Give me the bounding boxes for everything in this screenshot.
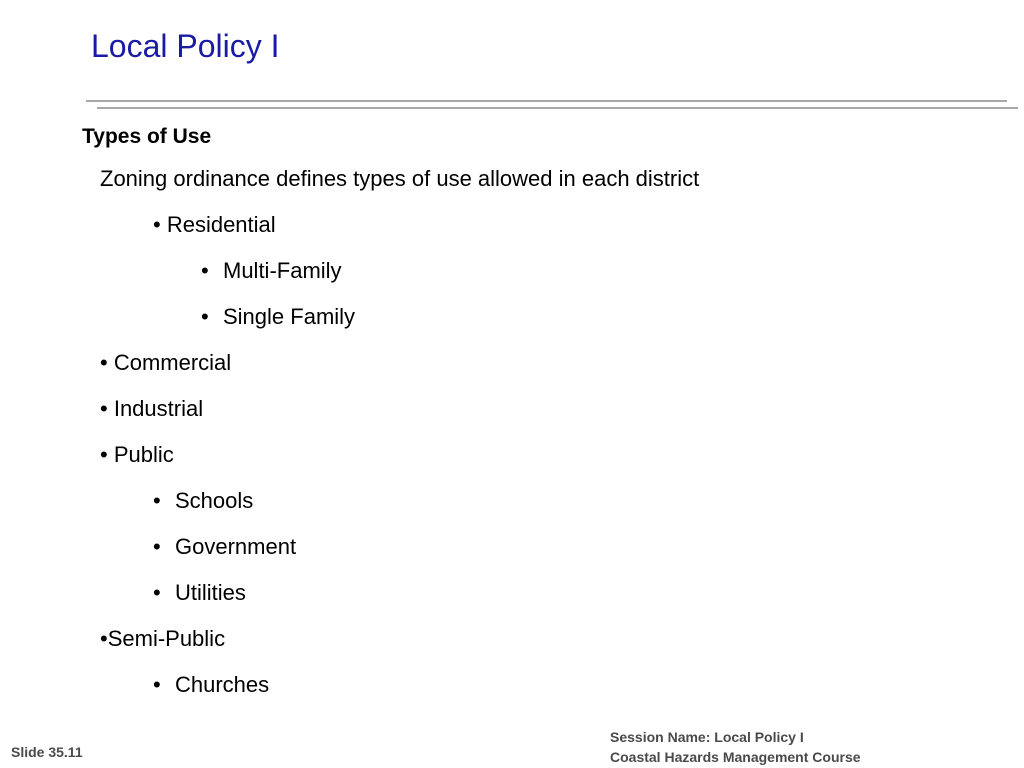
bullet-semi-public — [100, 625, 225, 653]
session-name: Session Name: Local Policy I — [610, 729, 804, 745]
title-divider-line-offset — [97, 107, 1018, 109]
bullet-government — [153, 533, 296, 561]
bullet-glyph: • — [153, 488, 161, 513]
bullet-label: Utilities — [175, 580, 246, 605]
bullet-glyph: • — [153, 534, 161, 559]
bullet-label: Industrial — [113, 396, 204, 421]
bullet-glyph: • — [153, 212, 161, 237]
course-name: Coastal Hazards Management Course — [610, 749, 861, 765]
bullet-utilities — [153, 579, 246, 607]
bullet-industrial — [100, 395, 203, 423]
slide-number: Slide 35.11 — [11, 744, 83, 760]
bullet-glyph: • — [201, 304, 209, 329]
bullet-label: Single Family — [223, 304, 356, 329]
bullet-label: Schools — [175, 488, 254, 513]
bullet-glyph: • — [100, 350, 108, 375]
bullet-residential — [153, 211, 276, 239]
bullet-glyph: • — [153, 672, 161, 697]
bullet-single-family — [201, 303, 355, 331]
footer-session-info — [610, 727, 861, 767]
bullet-commercial — [100, 349, 231, 377]
bullet-label: Commercial — [113, 350, 232, 375]
bullet-multi-family — [201, 257, 342, 285]
title-divider-line — [86, 100, 1007, 102]
bullet-glyph: • — [100, 396, 108, 421]
bullet-glyph: • — [153, 580, 161, 605]
bullet-schools — [153, 487, 253, 515]
bullet-glyph: • — [201, 258, 209, 283]
bullet-label: Churches — [175, 672, 270, 697]
section-heading: Types of Use — [82, 125, 212, 148]
intro-text: Zoning ordinance defines types of use allowed in each district — [100, 166, 700, 191]
bullet-churches — [153, 671, 269, 699]
bullet-label: Residential — [166, 212, 276, 237]
bullet-label: Multi-Family — [223, 258, 342, 283]
bullet-label: Public — [113, 442, 174, 467]
bullet-glyph: • — [100, 442, 108, 467]
bullet-glyph: • — [100, 626, 108, 651]
bullet-public — [100, 441, 174, 469]
slide-title: Local Policy I — [91, 28, 280, 64]
bullet-label: Government — [175, 534, 297, 559]
bullet-label: Semi-Public — [107, 626, 226, 651]
